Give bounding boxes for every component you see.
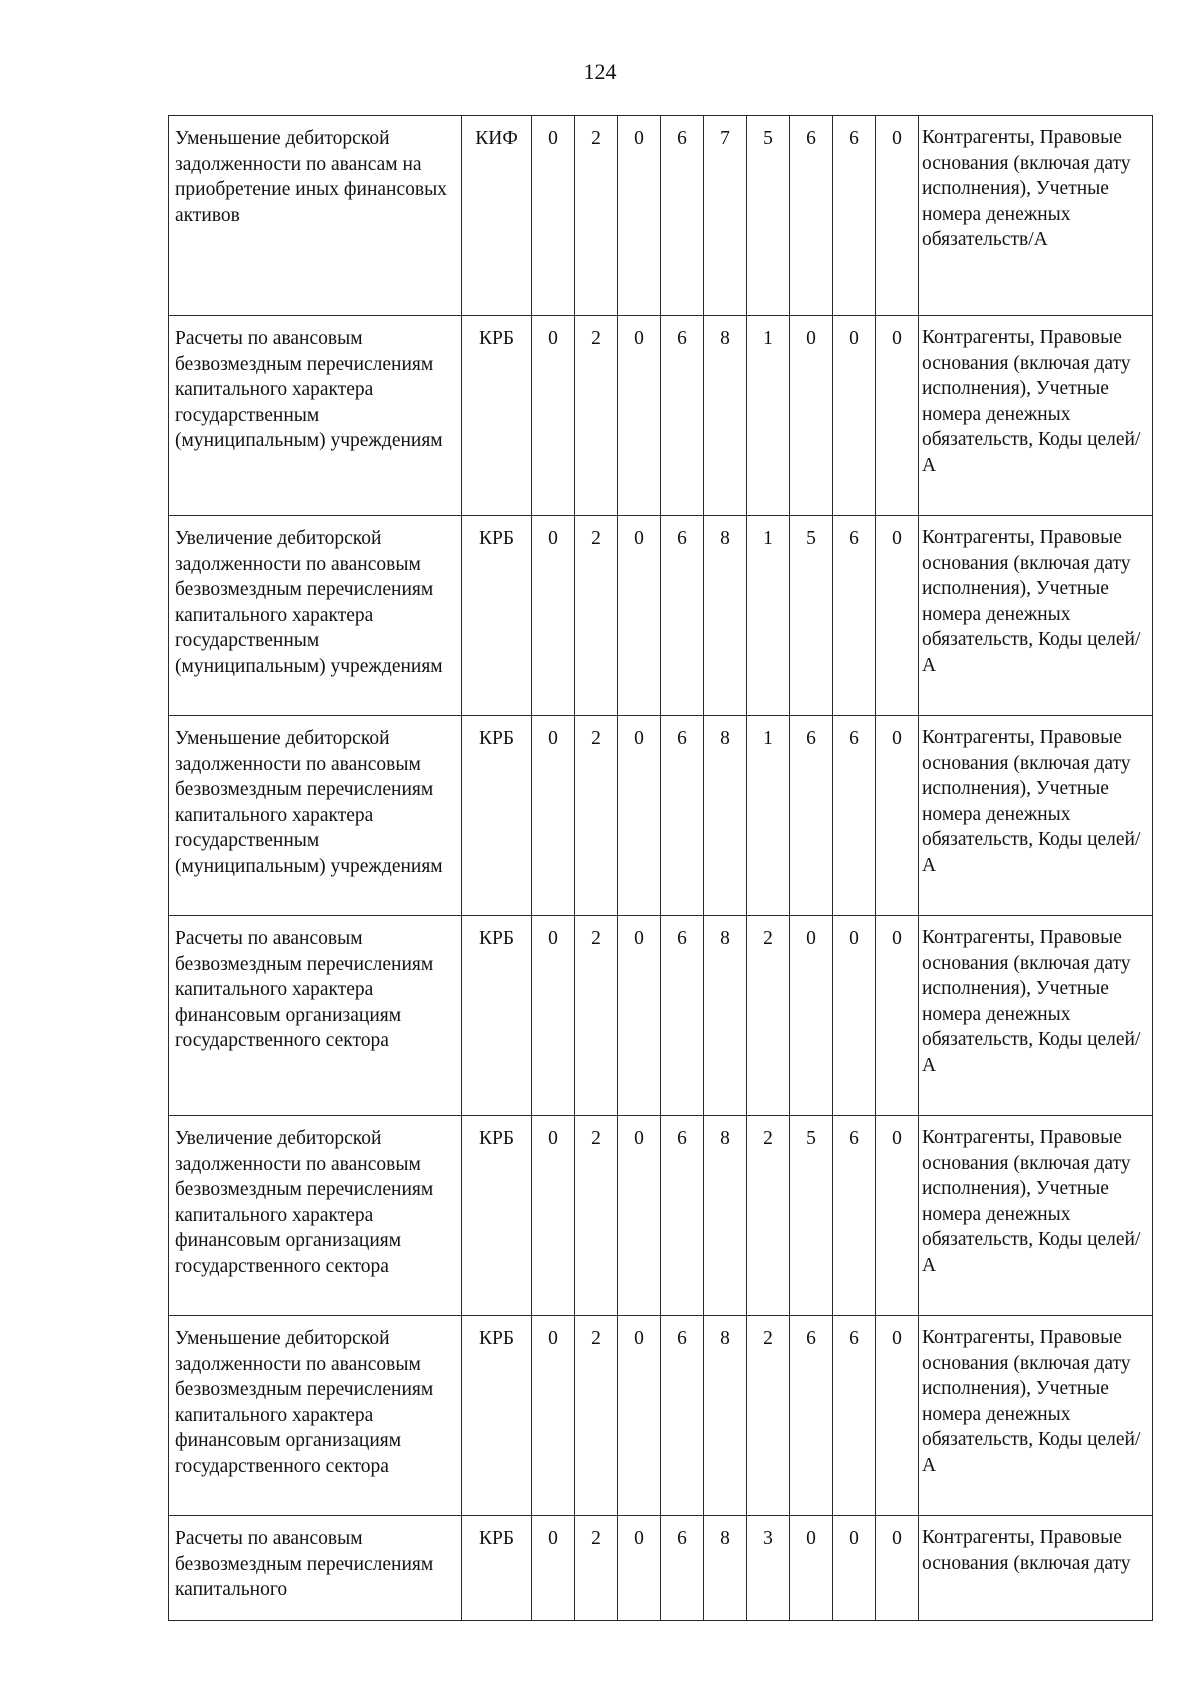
row-code-text: КРБ bbox=[478, 1128, 515, 1149]
row-digit bbox=[833, 1516, 876, 1621]
row-code bbox=[462, 1516, 532, 1621]
row-attributes-text: Контрагенты, Правовые основания (включая дату исполнения), Учетные номера денежных обязательств, Коды целей/А bbox=[922, 1127, 1141, 1276]
row-digit bbox=[532, 1516, 575, 1621]
row-digit-text: 0 bbox=[548, 128, 558, 149]
row-digit-text: 6 bbox=[849, 528, 859, 549]
row-attributes bbox=[919, 316, 1153, 516]
row-description bbox=[169, 916, 462, 1116]
row-digit bbox=[790, 916, 833, 1116]
row-description-text: Расчеты по авансовым безвозмездным перечислениям капитального bbox=[175, 1528, 434, 1600]
row-digit bbox=[790, 1516, 833, 1621]
row-digit bbox=[790, 316, 833, 516]
row-digit-text: 0 bbox=[892, 1328, 902, 1349]
row-digit-text: 2 bbox=[591, 728, 601, 749]
row-digit bbox=[833, 116, 876, 316]
row-attributes bbox=[919, 716, 1153, 916]
row-digit bbox=[833, 916, 876, 1116]
row-digit bbox=[618, 116, 661, 316]
row-digit bbox=[833, 316, 876, 516]
table-row bbox=[169, 1516, 1153, 1621]
row-digit-text: 8 bbox=[720, 528, 730, 549]
row-description bbox=[169, 116, 462, 316]
row-digit-text: 7 bbox=[720, 128, 730, 149]
row-digit-text: 6 bbox=[677, 528, 687, 549]
table-row bbox=[169, 716, 1153, 916]
row-code-text: КРБ bbox=[478, 928, 515, 949]
row-digit bbox=[704, 1516, 747, 1621]
row-attributes bbox=[919, 516, 1153, 716]
row-digit bbox=[833, 716, 876, 916]
row-digit-text: 8 bbox=[720, 928, 730, 949]
row-digit-text: 2 bbox=[763, 1128, 773, 1149]
row-digit bbox=[661, 1316, 704, 1516]
row-digit bbox=[747, 1516, 790, 1621]
table-row bbox=[169, 916, 1153, 1116]
row-description-text: Уменьшение дебиторской задолженности по авансовым безвозмездным перечислениям капитального характера финансовым организациям государственного сектора bbox=[175, 1328, 434, 1477]
row-attributes bbox=[919, 916, 1153, 1116]
row-attributes bbox=[919, 1116, 1153, 1316]
row-digit-text: 2 bbox=[591, 128, 601, 149]
row-digit-text: 0 bbox=[849, 928, 859, 949]
row-attributes-text: Контрагенты, Правовые основания (включая дату исполнения), Учетные номера денежных обязательств, Коды целей/А bbox=[922, 727, 1141, 876]
row-digit-text: 8 bbox=[720, 1328, 730, 1349]
row-digit bbox=[575, 716, 618, 916]
row-digit bbox=[704, 716, 747, 916]
row-digit-text: 1 bbox=[763, 728, 773, 749]
row-code-text: КРБ bbox=[478, 1528, 515, 1549]
row-description bbox=[169, 516, 462, 716]
row-digit-text: 6 bbox=[806, 128, 816, 149]
row-digit-text: 0 bbox=[892, 128, 902, 149]
row-digit bbox=[618, 716, 661, 916]
row-digit-text: 0 bbox=[634, 1528, 644, 1549]
row-digit bbox=[747, 1116, 790, 1316]
row-digit bbox=[704, 1316, 747, 1516]
row-digit bbox=[790, 1116, 833, 1316]
row-digit bbox=[704, 516, 747, 716]
row-digit-text: 2 bbox=[591, 1128, 601, 1149]
row-code bbox=[462, 516, 532, 716]
row-digit-text: 0 bbox=[548, 1128, 558, 1149]
row-digit bbox=[618, 916, 661, 1116]
row-digit-text: 2 bbox=[591, 1528, 601, 1549]
row-digit bbox=[876, 1316, 919, 1516]
row-digit-text: 0 bbox=[806, 928, 816, 949]
table-row bbox=[169, 1316, 1153, 1516]
row-digit bbox=[618, 1516, 661, 1621]
row-digit bbox=[876, 516, 919, 716]
row-code-text: КИФ bbox=[475, 128, 518, 149]
row-digit-text: 8 bbox=[720, 728, 730, 749]
row-digit-text: 6 bbox=[849, 1328, 859, 1349]
row-digit bbox=[790, 1316, 833, 1516]
row-digit bbox=[575, 916, 618, 1116]
row-digit-text: 6 bbox=[849, 728, 859, 749]
row-digit bbox=[661, 1116, 704, 1316]
row-attributes bbox=[919, 116, 1153, 316]
row-digit-text: 0 bbox=[548, 1328, 558, 1349]
row-digit-text: 0 bbox=[548, 728, 558, 749]
row-digit bbox=[790, 116, 833, 316]
row-digit bbox=[575, 1516, 618, 1621]
row-description-text: Уменьшение дебиторской задолженности по авансовым безвозмездным перечислениям капитального характера государственным (муниципальным) учреждениям bbox=[175, 728, 443, 877]
row-code bbox=[462, 716, 532, 916]
row-digit-text: 6 bbox=[677, 1128, 687, 1149]
row-digit-text: 0 bbox=[892, 528, 902, 549]
table-row bbox=[169, 116, 1153, 316]
row-digit bbox=[747, 1316, 790, 1516]
row-digit-text: 6 bbox=[677, 928, 687, 949]
row-description bbox=[169, 1316, 462, 1516]
row-digit bbox=[618, 1316, 661, 1516]
row-attributes bbox=[919, 1316, 1153, 1516]
row-digit-text: 5 bbox=[806, 1128, 816, 1149]
row-description-text: Расчеты по авансовым безвозмездным перечислениям капитального характера государственным (муниципальным) учреждениям bbox=[175, 328, 443, 451]
row-digit bbox=[876, 116, 919, 316]
row-digit bbox=[747, 316, 790, 516]
row-attributes-text: Контрагенты, Правовые основания (включая дату исполнения), Учетные номера денежных обязательств, Коды целей/А bbox=[922, 527, 1141, 676]
row-digit bbox=[876, 1516, 919, 1621]
row-digit-text: 6 bbox=[677, 128, 687, 149]
row-digit-text: 2 bbox=[763, 928, 773, 949]
row-digit-text: 0 bbox=[892, 1528, 902, 1549]
row-digit bbox=[833, 1116, 876, 1316]
row-digit bbox=[532, 1316, 575, 1516]
row-attributes-text: Контрагенты, Правовые основания (включая дату bbox=[922, 1527, 1131, 1574]
table-row bbox=[169, 516, 1153, 716]
row-digit-text: 0 bbox=[634, 128, 644, 149]
row-description bbox=[169, 1116, 462, 1316]
row-digit-text: 2 bbox=[591, 928, 601, 949]
row-digit-text: 0 bbox=[634, 928, 644, 949]
row-digit bbox=[532, 316, 575, 516]
row-digit-text: 0 bbox=[892, 328, 902, 349]
row-digit-text: 0 bbox=[892, 1128, 902, 1149]
row-digit bbox=[704, 1116, 747, 1316]
row-digit bbox=[661, 716, 704, 916]
row-attributes-text: Контрагенты, Правовые основания (включая дату исполнения), Учетные номера денежных обязательств, Коды целей/А bbox=[922, 327, 1141, 476]
row-digit-text: 0 bbox=[548, 928, 558, 949]
row-code bbox=[462, 1116, 532, 1316]
row-digit bbox=[876, 716, 919, 916]
row-digit-text: 0 bbox=[634, 1328, 644, 1349]
row-digit-text: 2 bbox=[591, 328, 601, 349]
row-digit bbox=[575, 1116, 618, 1316]
row-digit-text: 8 bbox=[720, 328, 730, 349]
row-code-text: КРБ bbox=[478, 328, 515, 349]
row-digit bbox=[618, 516, 661, 716]
row-digit-text: 0 bbox=[634, 1128, 644, 1149]
row-digit-text: 2 bbox=[591, 1328, 601, 1349]
row-digit-text: 6 bbox=[677, 728, 687, 749]
row-digit bbox=[876, 916, 919, 1116]
table-row bbox=[169, 316, 1153, 516]
row-digit-text: 0 bbox=[806, 1528, 816, 1549]
row-description-text: Увеличение дебиторской задолженности по авансовым безвозмездным перечислениям капитального характера финансовым организациям государственного сектора bbox=[175, 1128, 434, 1277]
row-digit bbox=[876, 316, 919, 516]
row-digit bbox=[704, 316, 747, 516]
row-code bbox=[462, 116, 532, 316]
row-digit-text: 1 bbox=[763, 528, 773, 549]
row-digit bbox=[661, 316, 704, 516]
row-attributes-text: Контрагенты, Правовые основания (включая дату исполнения), Учетные номера денежных обязательств/А bbox=[922, 127, 1131, 250]
row-digit-text: 0 bbox=[892, 928, 902, 949]
row-digit-text: 6 bbox=[677, 1528, 687, 1549]
row-digit-text: 6 bbox=[849, 1128, 859, 1149]
row-digit bbox=[575, 116, 618, 316]
row-digit-text: 1 bbox=[763, 328, 773, 349]
row-description-text: Уменьшение дебиторской задолженности по авансам на приобретение иных финансовых активов bbox=[175, 128, 447, 226]
row-digit bbox=[661, 1516, 704, 1621]
row-digit-text: 3 bbox=[763, 1528, 773, 1549]
row-digit bbox=[704, 116, 747, 316]
row-digit-text: 6 bbox=[677, 1328, 687, 1349]
row-digit bbox=[661, 116, 704, 316]
row-digit-text: 2 bbox=[591, 528, 601, 549]
row-code-text: КРБ bbox=[478, 528, 515, 549]
row-digit bbox=[790, 516, 833, 716]
row-digit-text: 8 bbox=[720, 1528, 730, 1549]
row-description bbox=[169, 716, 462, 916]
row-digit-text: 6 bbox=[806, 728, 816, 749]
row-digit bbox=[532, 916, 575, 1116]
row-digit-text: 0 bbox=[548, 1528, 558, 1549]
row-digit-text: 6 bbox=[677, 328, 687, 349]
row-digit bbox=[704, 916, 747, 1116]
row-digit bbox=[575, 316, 618, 516]
row-digit bbox=[833, 1316, 876, 1516]
row-description bbox=[169, 316, 462, 516]
row-digit bbox=[747, 916, 790, 1116]
page-number: 124 bbox=[583, 59, 617, 84]
row-digit-text: 5 bbox=[806, 528, 816, 549]
row-digit-text: 0 bbox=[892, 728, 902, 749]
row-digit-text: 6 bbox=[849, 128, 859, 149]
row-digit-text: 8 bbox=[720, 1128, 730, 1149]
row-code bbox=[462, 316, 532, 516]
row-digit bbox=[747, 116, 790, 316]
row-attributes-text: Контрагенты, Правовые основания (включая дату исполнения), Учетные номера денежных обязательств, Коды целей/А bbox=[922, 1327, 1141, 1476]
row-digit-text: 0 bbox=[634, 528, 644, 549]
row-digit bbox=[876, 1116, 919, 1316]
row-digit bbox=[747, 516, 790, 716]
row-digit-text: 0 bbox=[548, 528, 558, 549]
row-digit bbox=[833, 516, 876, 716]
row-code bbox=[462, 1316, 532, 1516]
row-attributes-text: Контрагенты, Правовые основания (включая дату исполнения), Учетные номера денежных обязательств, Коды целей/А bbox=[922, 927, 1141, 1076]
row-description-text: Увеличение дебиторской задолженности по авансовым безвозмездным перечислениям капитального характера государственным (муниципальным) учреждениям bbox=[175, 528, 443, 677]
row-digit bbox=[790, 716, 833, 916]
table-body bbox=[169, 116, 1153, 1621]
row-code bbox=[462, 916, 532, 1116]
table-row bbox=[169, 1116, 1153, 1316]
row-description bbox=[169, 1516, 462, 1621]
row-digit bbox=[575, 516, 618, 716]
row-digit bbox=[747, 716, 790, 916]
row-digit-text: 0 bbox=[634, 328, 644, 349]
row-digit bbox=[532, 116, 575, 316]
row-digit-text: 0 bbox=[634, 728, 644, 749]
row-digit-text: 0 bbox=[849, 328, 859, 349]
row-digit-text: 0 bbox=[548, 328, 558, 349]
row-digit bbox=[575, 1316, 618, 1516]
row-digit bbox=[661, 916, 704, 1116]
row-digit-text: 0 bbox=[849, 1528, 859, 1549]
row-digit bbox=[532, 716, 575, 916]
row-attributes bbox=[919, 1516, 1153, 1621]
row-digit bbox=[661, 516, 704, 716]
accounts-table bbox=[168, 115, 1153, 1621]
row-digit-text: 5 bbox=[763, 128, 773, 149]
row-digit bbox=[532, 1116, 575, 1316]
row-code-text: КРБ bbox=[478, 728, 515, 749]
row-description-text: Расчеты по авансовым безвозмездным перечислениям капитального характера финансовым организациям государственного сектора bbox=[175, 928, 434, 1051]
row-digit-text: 2 bbox=[763, 1328, 773, 1349]
row-digit-text: 6 bbox=[806, 1328, 816, 1349]
row-digit-text: 0 bbox=[806, 328, 816, 349]
row-digit bbox=[532, 516, 575, 716]
row-code-text: КРБ bbox=[478, 1328, 515, 1349]
row-digit bbox=[618, 1116, 661, 1316]
row-digit bbox=[618, 316, 661, 516]
